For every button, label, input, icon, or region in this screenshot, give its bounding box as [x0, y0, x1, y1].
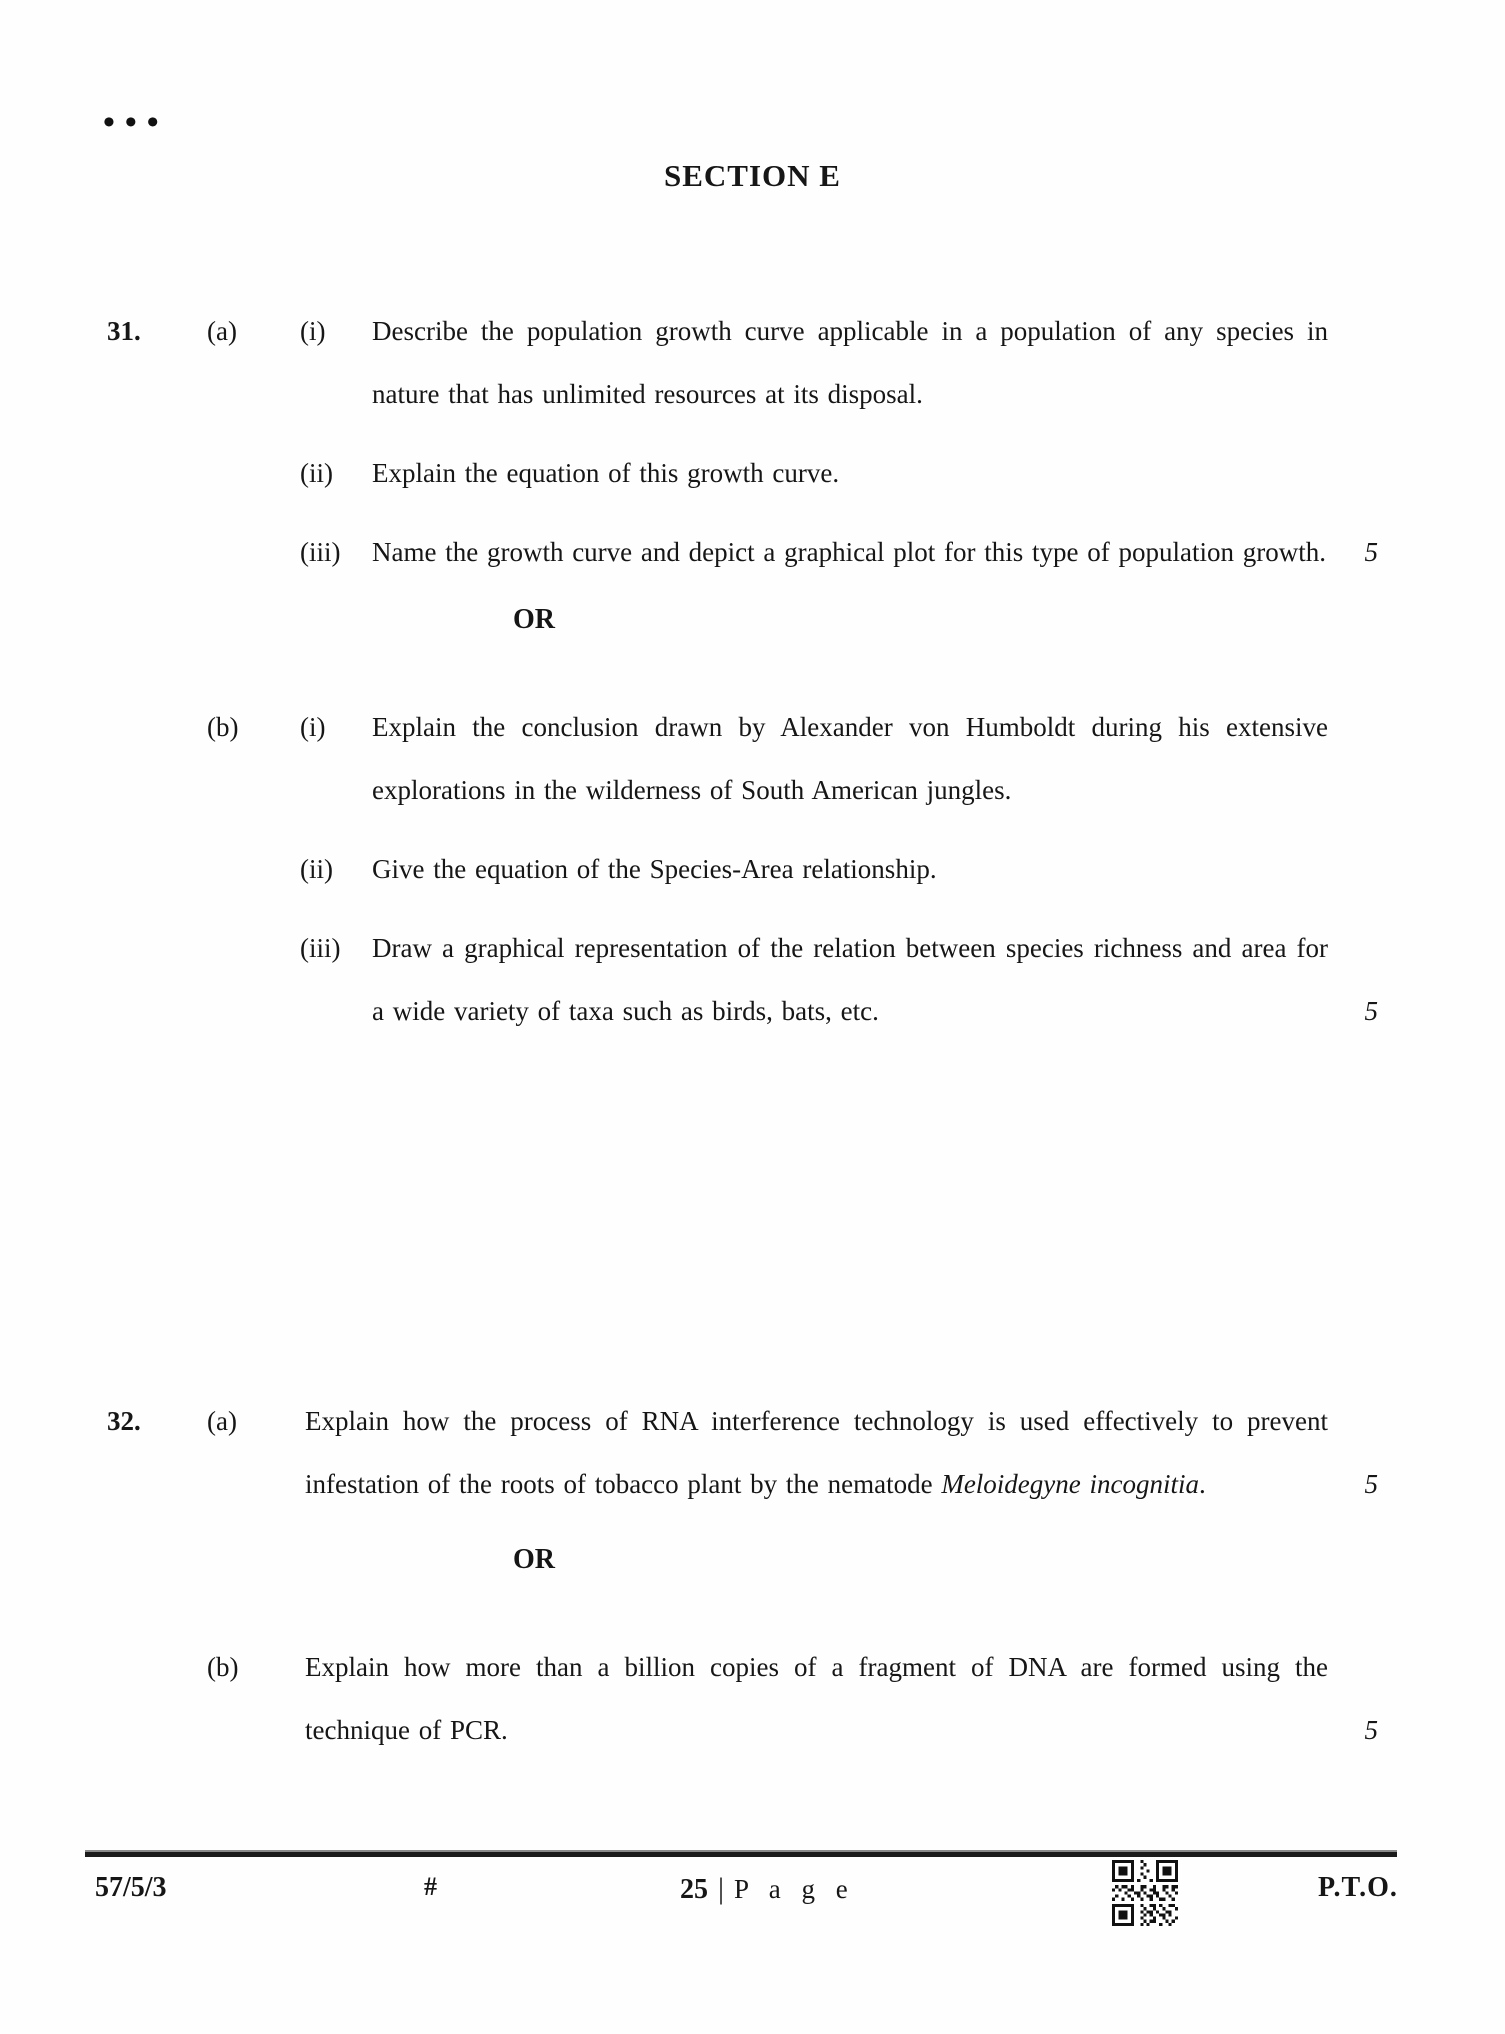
marks-value: 5	[1364, 996, 1378, 1026]
pto-label: P.T.O.	[1318, 1872, 1398, 1903]
species-name-italic: Meloidegyne incognitia	[941, 1469, 1199, 1499]
question-text: Give the equation of the Species-Area relationship.	[372, 854, 937, 884]
question-text: Explain the conclusion drawn by Alexander von Humboldt during his extensive explorations in the wilderness of South American jungles.	[372, 712, 1328, 805]
subitem-label: (ii)	[300, 854, 333, 884]
part-label: (a)	[207, 1406, 237, 1436]
q31a-item-iii	[107, 521, 1380, 584]
page-indicator	[680, 1872, 855, 1906]
text-segment: Explain how the process of RNA interference technology is used effectively to prevent infestation of the roots of tobacco plant by the nematode	[305, 1406, 1328, 1499]
page-number: 25	[680, 1874, 708, 1905]
paper-code: 57/5/3	[95, 1872, 167, 1903]
question-text	[305, 1390, 1328, 1516]
section-title: SECTION E	[664, 158, 841, 193]
question-text: Draw a graphical representation of the relation between species richness and area for a wide variety of taxa such as birds, bats, etc.	[372, 933, 1328, 1026]
q31b-item-iii	[107, 917, 1380, 1043]
part-label: (b)	[207, 1652, 239, 1682]
question-number: 32.	[107, 1406, 141, 1436]
qr-code-icon	[1112, 1860, 1178, 1926]
marks-value: 5	[1364, 1715, 1378, 1745]
marks-value: 5	[1364, 537, 1378, 567]
subitem-label: (iii)	[300, 933, 341, 963]
subitem-label: (iii)	[300, 537, 341, 567]
question-text: Describe the population growth curve applicable in a population of any species in nature that has unlimited resources at its disposal.	[372, 316, 1328, 409]
q31b-item-i	[107, 696, 1380, 822]
q31a-item-i	[107, 300, 1380, 426]
corner-dots: •••	[103, 104, 169, 141]
question-32	[107, 1390, 1380, 1778]
question-text: Explain how more than a billion copies of a fragment of DNA are formed using the technique of PCR.	[305, 1652, 1328, 1745]
question-text: Explain the equation of this growth curve.	[372, 458, 840, 488]
question-number: 31.	[107, 316, 141, 346]
page-word: P a g e	[734, 1874, 855, 1904]
q31b-item-ii	[107, 838, 1380, 901]
footer-rule	[85, 1850, 1397, 1857]
part-label: (b)	[207, 712, 239, 742]
subitem-label: (i)	[300, 316, 326, 346]
subitem-label: (i)	[300, 712, 326, 742]
question-31	[107, 300, 1380, 1059]
hash-mark: #	[424, 1872, 437, 1901]
subitem-label: (ii)	[300, 458, 333, 488]
q31a-item-ii	[107, 442, 1380, 505]
marks-value: 5	[1364, 1469, 1378, 1499]
text-segment: .	[1199, 1469, 1206, 1499]
or-separator: OR	[513, 1544, 555, 1575]
page-separator: |	[718, 1872, 725, 1905]
part-label: (a)	[207, 316, 237, 346]
q32b-item	[107, 1636, 1380, 1762]
question-text: Name the growth curve and depict a graphical plot for this type of population growth.	[372, 537, 1326, 567]
or-separator: OR	[513, 604, 555, 635]
q32a-item	[107, 1390, 1380, 1516]
